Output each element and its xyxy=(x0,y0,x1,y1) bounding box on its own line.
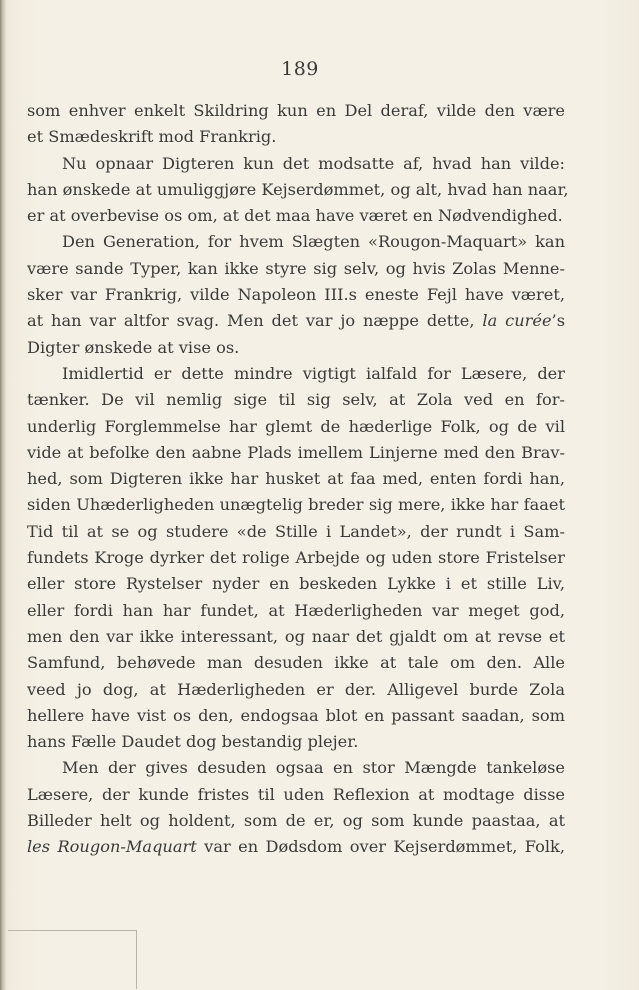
text-line: siden Uhæderligheden unægtelig breder sig mere, ikke har faaet xyxy=(27,495,565,515)
text-line: er at overbevise os om, at det maa have været en Nødvendighed. xyxy=(27,206,563,226)
text-segment: at han var altfor svag. Men det var jo næppe dette, xyxy=(27,311,475,331)
text-line: Læsere, der kunde fristes til uden Reflexion at modtage disse xyxy=(27,784,565,804)
text-line: et Smædeskrift mod Frankrig. xyxy=(27,127,277,147)
text-line-with-italic xyxy=(27,834,565,860)
text-line-with-italic: at han var altfor svag. Men det var jo næppe dette, la curée’s xyxy=(27,311,566,331)
text-line: Imidlertid er dette mindre vigtigt ialfald for Læsere, der xyxy=(62,363,565,383)
text-segment: var en Dødsdom over Kejserdømmet, Folk, xyxy=(204,837,565,857)
text-line: sker var Frankrig, vilde Napoleon III.s eneste Fejl have været, xyxy=(27,285,565,305)
text-line: hed, som Digteren ikke har husket at faa med, enten fordi han, xyxy=(27,469,565,489)
text-line: hellere have vist os den, endogsaa blot en passant saadan, som xyxy=(27,705,565,725)
text-line: Den Generation, for hvem Slægten «Rougon-Maquart» kan xyxy=(62,232,565,252)
text-line: være sande Typer, kan ikke styre sig selv, og hvis Zolas Menne- xyxy=(27,258,565,278)
text-line: tænker. De vil nemlig sige til sig selv, at Zola ved en for- xyxy=(27,390,565,410)
text-line: Nu opnaar Digteren kun det modsatte af, hvad han vilde: xyxy=(62,153,565,173)
text-line: som enhver enkelt Skildring kun en Del deraf, vilde den være xyxy=(27,101,565,120)
library-stamp-frame xyxy=(8,930,137,989)
text-line: Men der gives desuden ogsaa en stor Mængde tankeløse xyxy=(62,758,565,778)
text-line: Digter ønskede at vise os. xyxy=(27,337,240,357)
body-text xyxy=(27,98,569,861)
text-line: han ønskede at umuliggjøre Kejserdømmet, og alt, hvad han naar, xyxy=(27,179,569,199)
italic-title: les Rougon-Maquart xyxy=(27,837,197,857)
text-segment: s xyxy=(556,311,566,331)
text-line: fundets Kroge dyrker det rolige Arbejde og uden store Fristelser xyxy=(27,548,565,568)
text-line: eller store Rystelser nyder en beskeden Lykke i et stille Liv, xyxy=(27,574,565,594)
binding-edge xyxy=(0,0,6,990)
text-line: eller fordi han har fundet, at Hæderligheden var meget god, xyxy=(27,600,565,620)
italic-title: la curée xyxy=(482,311,552,331)
text-line: underlig Forglemmelse har glemt de hæderlige Folk, og de vil xyxy=(27,416,565,436)
text-line: Billeder helt og holdent, som de er, og som kunde paastaa, at xyxy=(27,811,565,831)
text-line: Samfund, behøvede man desuden ikke at tale om den. Alle xyxy=(27,653,565,673)
page-number: 189 xyxy=(281,58,319,80)
text-line: Tid til at se og studere «de Stille i Landet», der rundt i Sam- xyxy=(27,521,565,541)
text-line: veed jo dog, at Hæderligheden er der. Alligevel burde Zola xyxy=(27,679,565,699)
text-line: vide at befolke den aabne Plads imellem Linjerne med den Brav- xyxy=(27,442,565,462)
text-line: men den var ikke interessant, og naar det gjaldt om at revse et xyxy=(27,626,565,646)
text-line: hans Fælle Daudet dog bestandig plejer. xyxy=(27,732,359,752)
